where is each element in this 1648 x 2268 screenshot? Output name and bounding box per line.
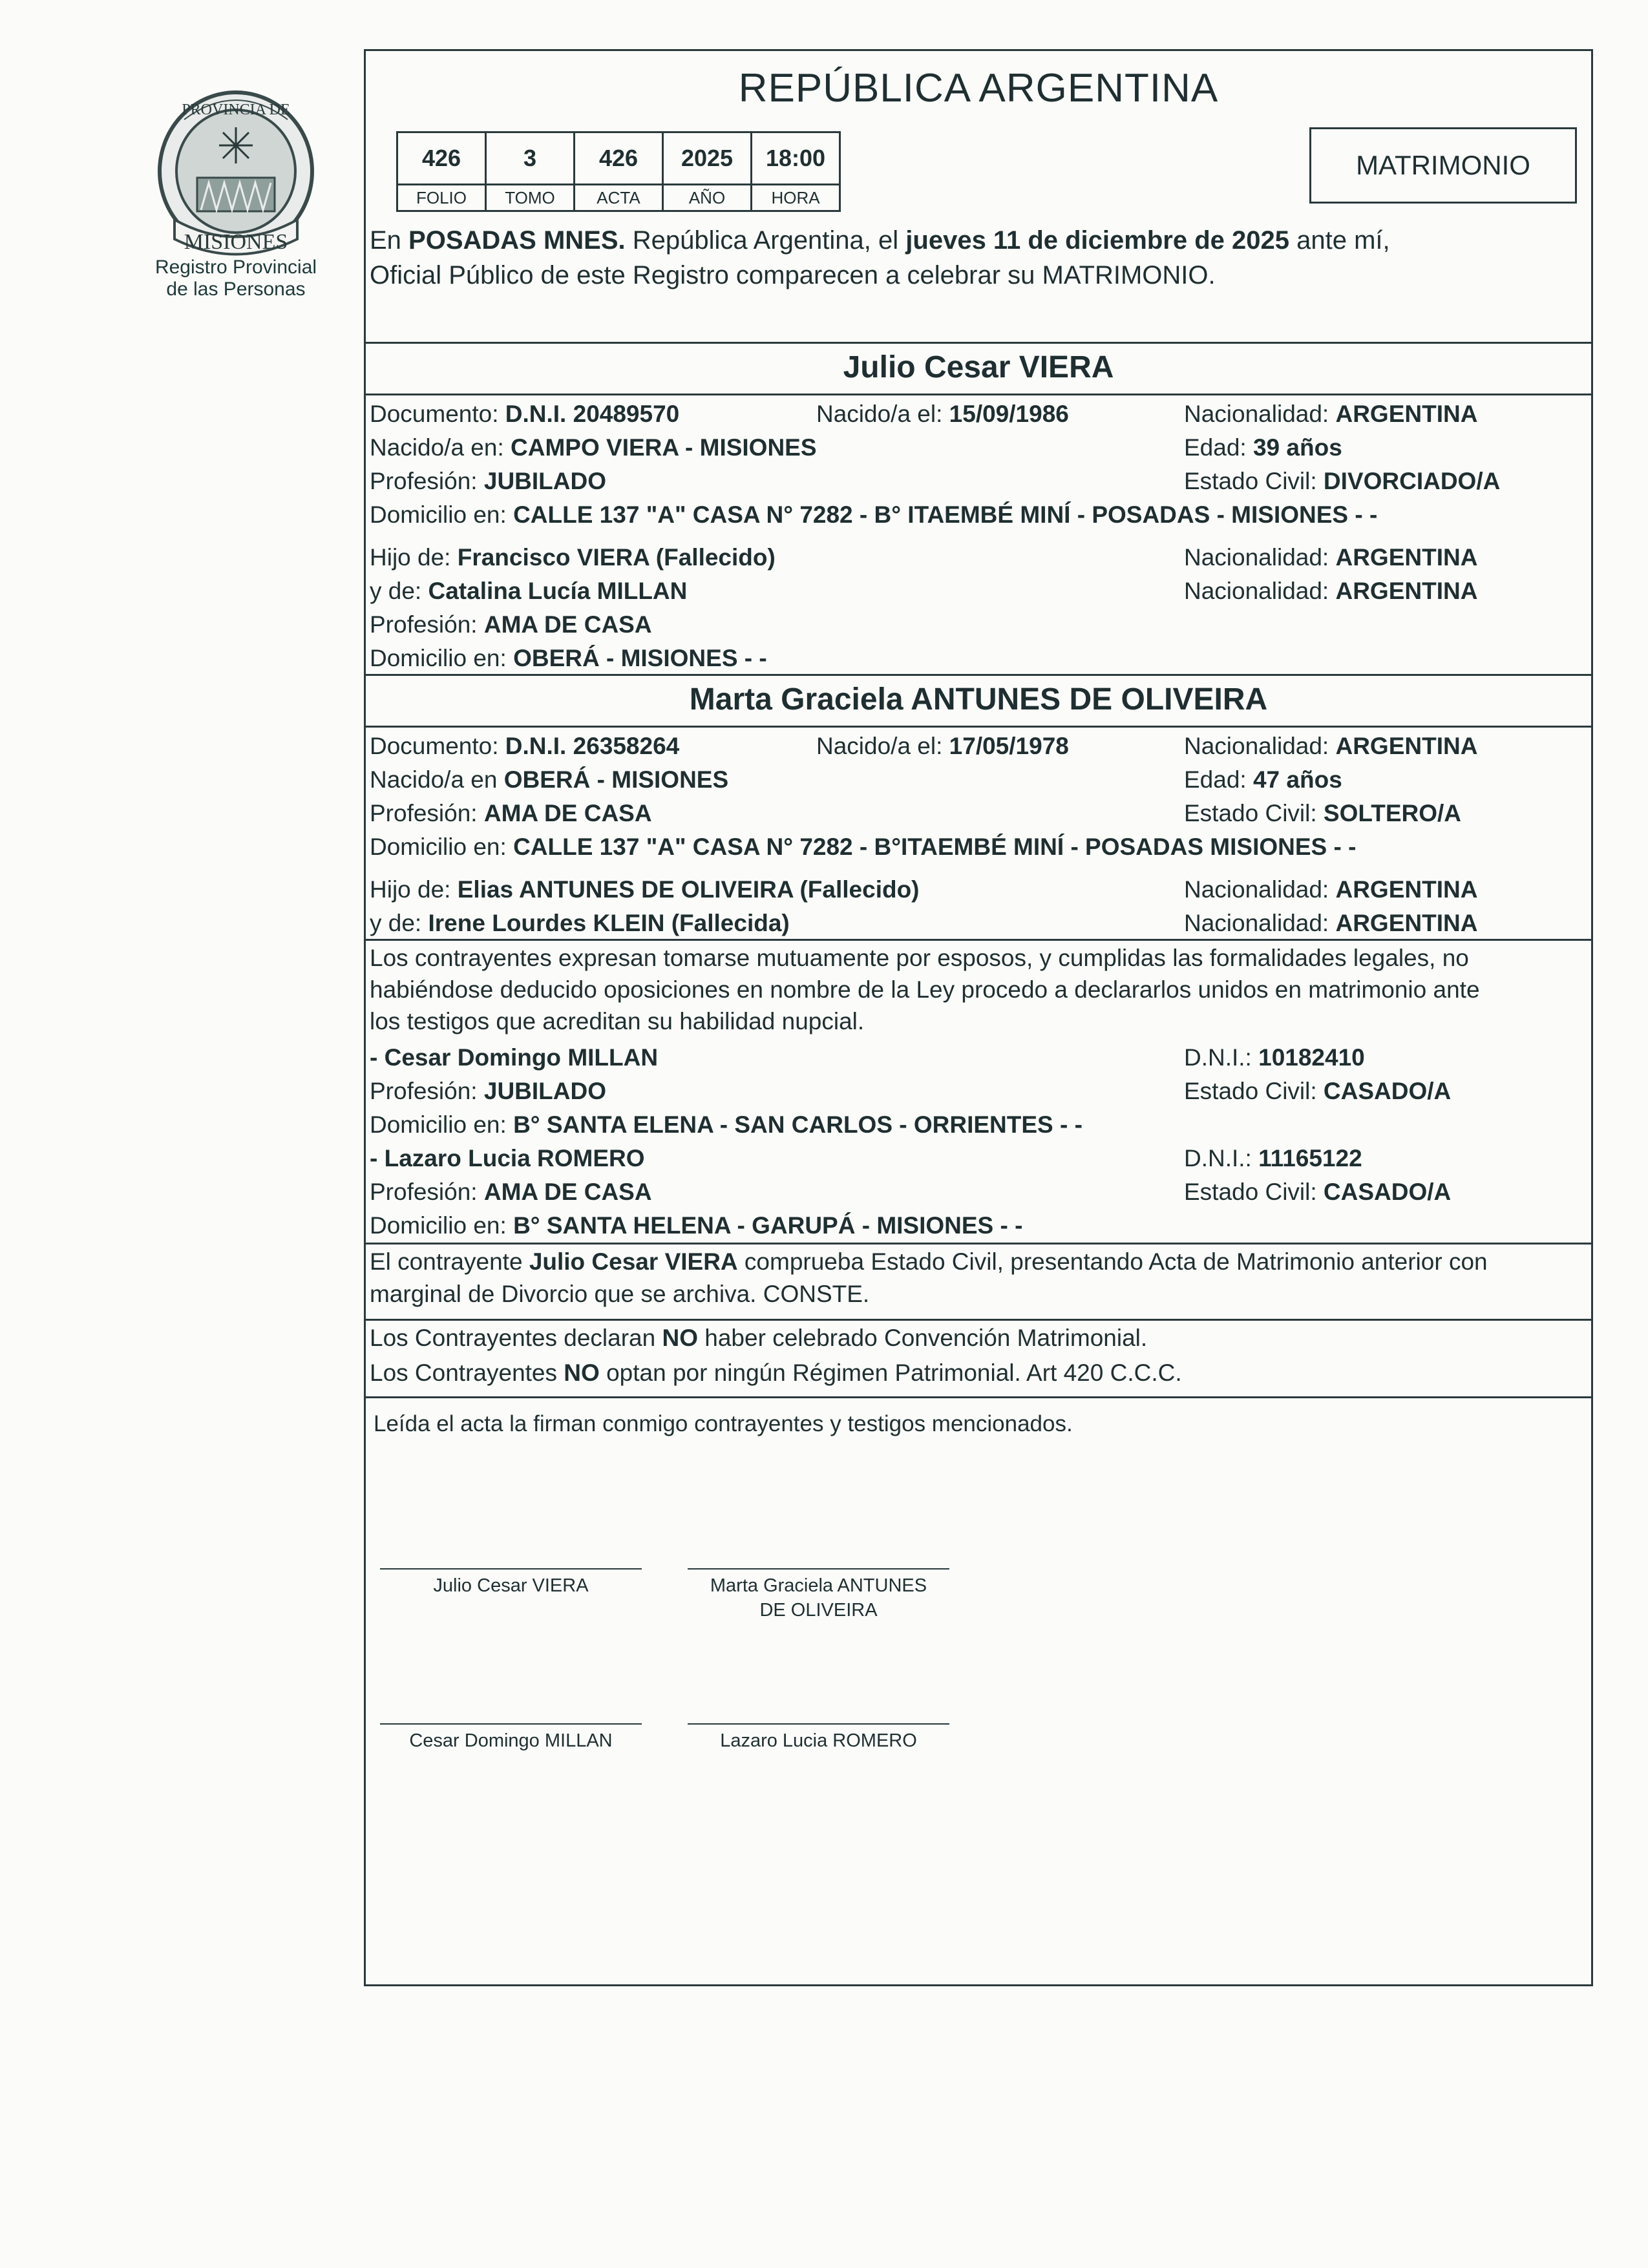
groom-father: Hijo de: Francisco VIERA (Fallecido) bbox=[370, 544, 776, 571]
signature-line bbox=[688, 1568, 949, 1570]
hora-value: 18:00 bbox=[752, 132, 840, 185]
bride-civil-status: Estado Civil: SOLTERO/A bbox=[1184, 800, 1462, 826]
signature-witness-2: Lazaro Lucia ROMERO bbox=[720, 1730, 917, 1751]
groom-father-nationality: Nacionalidad: ARGENTINA bbox=[1184, 544, 1478, 571]
bride-father-nationality: Nacionalidad: ARGENTINA bbox=[1184, 876, 1478, 903]
anio-label: AÑO bbox=[663, 185, 752, 211]
misiones-seal-logo bbox=[139, 81, 333, 268]
bride-profession: Profesión: AMA DE CASA bbox=[370, 800, 652, 826]
marriage-record-form bbox=[364, 49, 1593, 1986]
groom-parents-address: Domicilio en: OBERÁ - MISIONES - - bbox=[370, 645, 767, 671]
groom-civil-status: Estado Civil: DIVORCIADO/A bbox=[1184, 468, 1501, 494]
witness-2-civil-status: Estado Civil: CASADO/A bbox=[1184, 1179, 1452, 1205]
note-line-1: El contrayente Julio Cesar VIERA comprueba Estado Civil, presentando Acta de Matrimonio anterior con bbox=[370, 1248, 1488, 1275]
divider bbox=[366, 1396, 1591, 1398]
tomo-label: TOMO bbox=[486, 185, 575, 211]
document-title: REPÚBLICA ARGENTINA bbox=[738, 66, 1219, 110]
groom-document: Documento: D.N.I. 20489570 bbox=[370, 401, 680, 427]
divider bbox=[366, 674, 1591, 676]
bride-address: Domicilio en: CALLE 137 "A" CASA N° 7282 - B°ITAEMBÉ MINÍ - POSADAS MISIONES - - bbox=[370, 834, 1357, 860]
tomo-value: 3 bbox=[486, 132, 575, 185]
witness-1-civil-status: Estado Civil: CASADO/A bbox=[1184, 1078, 1452, 1104]
groom-name-heading: Julio Cesar VIERA bbox=[843, 350, 1114, 384]
witness-1-profession: Profesión: JUBILADO bbox=[370, 1078, 606, 1104]
declaration-line-1: Los contrayentes expresan tomarse mutuamente por esposos, y cumplidas las formalidades legales, no bbox=[370, 945, 1469, 971]
bride-nationality: Nacionalidad: ARGENTINA bbox=[1184, 733, 1478, 759]
intro-line-1: En POSADAS MNES. República Argentina, el jueves 11 de diciembre de 2025 ante mí, bbox=[370, 226, 1390, 255]
divider bbox=[366, 342, 1591, 344]
witness-1-dni: D.N.I.: 10182410 bbox=[1184, 1044, 1365, 1071]
groom-birth-date: Nacido/a el: 15/09/1986 bbox=[816, 401, 1069, 427]
closing-statement: Leída el acta la firman conmigo contrayentes y testigos mencionados. bbox=[374, 1411, 1073, 1436]
svg-text:PROVINCIA DE: PROVINCIA DE bbox=[182, 101, 290, 118]
signature-line bbox=[380, 1723, 642, 1725]
witness-2-name: - Lazaro Lucia ROMERO bbox=[370, 1145, 645, 1171]
bride-document: Documento: D.N.I. 26358264 bbox=[370, 733, 680, 759]
divider bbox=[366, 726, 1591, 728]
acta-label: ACTA bbox=[575, 185, 663, 211]
svg-text:MISIONES: MISIONES bbox=[184, 230, 288, 254]
hora-label: HORA bbox=[752, 185, 840, 211]
groom-mother: y de: Catalina Lucía MILLAN bbox=[370, 578, 688, 604]
witness-1-address: Domicilio en: B° SANTA ELENA - SAN CARLOS - ORRIENTES - - bbox=[370, 1111, 1083, 1138]
seal-caption: Registro Provincial de las Personas bbox=[154, 257, 317, 300]
regime-line-2: Los Contrayentes NO optan por ningún Régimen Patrimonial. Art 420 C.C.C. bbox=[370, 1360, 1182, 1386]
regime-line-1: Los Contrayentes declaran NO haber celebrado Convención Matrimonial. bbox=[370, 1325, 1148, 1351]
folio-value: 426 bbox=[397, 132, 486, 185]
divider bbox=[366, 939, 1591, 941]
groom-nationality: Nacionalidad: ARGENTINA bbox=[1184, 401, 1478, 427]
bride-mother-nationality: Nacionalidad: ARGENTINA bbox=[1184, 910, 1478, 936]
bride-birth-place: Nacido/a en OBERÁ - MISIONES bbox=[370, 766, 729, 793]
witness-2-address: Domicilio en: B° SANTA HELENA - GARUPÁ - MISIONES - - bbox=[370, 1212, 1023, 1239]
bride-birth-date: Nacido/a el: 17/05/1978 bbox=[816, 733, 1069, 759]
anio-value: 2025 bbox=[663, 132, 752, 185]
signature-line bbox=[688, 1723, 949, 1725]
declaration-line-3: los testigos que acreditan su habilidad nupcial. bbox=[370, 1008, 865, 1034]
groom-birth-place: Nacido/a en: CAMPO VIERA - MISIONES bbox=[370, 434, 817, 461]
signature-bride: Marta Graciela ANTUNES DE OLIVEIRA bbox=[710, 1575, 927, 1621]
witness-2-profession: Profesión: AMA DE CASA bbox=[370, 1179, 652, 1205]
bride-age: Edad: 47 años bbox=[1184, 766, 1342, 793]
groom-profession: Profesión: JUBILADO bbox=[370, 468, 606, 494]
bride-name-heading: Marta Graciela ANTUNES DE OLIVEIRA bbox=[689, 682, 1268, 717]
bride-father: Hijo de: Elias ANTUNES DE OLIVEIRA (Fallecido) bbox=[370, 876, 920, 903]
intro-line-2: Oficial Público de este Registro comparecen a celebrar su MATRIMONIO. bbox=[370, 261, 1216, 289]
divider bbox=[366, 1319, 1591, 1321]
divider bbox=[366, 1243, 1591, 1244]
signature-groom: Julio Cesar VIERA bbox=[433, 1575, 589, 1596]
bride-mother: y de: Irene Lourdes KLEIN (Fallecida) bbox=[370, 910, 790, 936]
acta-value: 426 bbox=[575, 132, 663, 185]
signature-witness-1: Cesar Domingo MILLAN bbox=[409, 1730, 613, 1751]
groom-parents-profession: Profesión: AMA DE CASA bbox=[370, 611, 652, 638]
folio-label: FOLIO bbox=[397, 185, 486, 211]
signature-line bbox=[380, 1568, 642, 1570]
witness-2-dni: D.N.I.: 11165122 bbox=[1184, 1145, 1362, 1171]
groom-mother-nationality: Nacionalidad: ARGENTINA bbox=[1184, 578, 1478, 604]
groom-address: Domicilio en: CALLE 137 "A" CASA N° 7282 - B° ITAEMBÉ MINÍ - POSADAS - MISIONES - - bbox=[370, 501, 1378, 528]
note-line-2: marginal de Divorcio que se archiva. CONSTE. bbox=[370, 1281, 870, 1307]
witness-1-name: - Cesar Domingo MILLAN bbox=[370, 1044, 659, 1071]
groom-age: Edad: 39 años bbox=[1184, 434, 1342, 461]
act-type-box: MATRIMONIO bbox=[1309, 127, 1577, 204]
divider bbox=[366, 394, 1591, 395]
record-index-grid bbox=[396, 131, 841, 212]
declaration-line-2: habiéndose deducido oposiciones en nombre de la Ley procedo a declararlos unidos en matrimonio ante bbox=[370, 976, 1480, 1003]
